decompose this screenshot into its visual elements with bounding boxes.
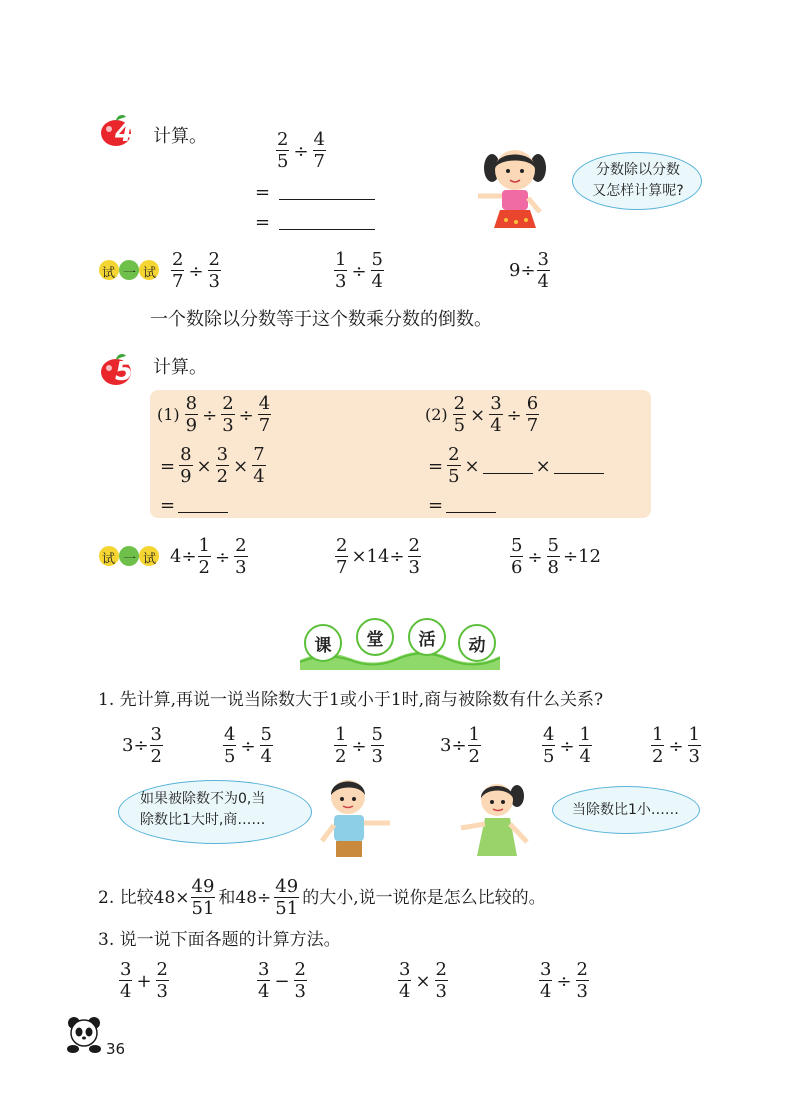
try1-expression-2: $\frac{1}{3}$ ÷ $\frac{5}{4}$	[335, 249, 383, 292]
example-4-badge	[98, 112, 138, 152]
question-1: 1. 先计算,再说一说当除数大于1或小于1时,商与被除数有什么关系?	[98, 690, 604, 710]
q1-expression: $\frac{4}{5}$ ÷ $\frac{5}{4}$	[224, 724, 272, 767]
girl-illustration	[470, 140, 560, 235]
q3-expression: $\frac{3}{4}$ × $\frac{2}{3}$	[399, 959, 447, 1002]
q3-expression: $\frac{3}{4}$ ÷ $\frac{2}{3}$	[540, 959, 588, 1002]
try2-expression-1: 4÷ $\frac{1}{2}$ ÷ $\frac{2}{3}$	[170, 535, 247, 578]
speech-bubble-text: 分数除以分数 又怎样计算呢?	[592, 162, 684, 199]
activity-title-char: 堂	[356, 618, 394, 656]
fraction: $\frac{4}{7}$	[313, 129, 325, 172]
answer-line-1[interactable]: =	[255, 182, 375, 203]
try-it-badge: 试 一 试	[98, 259, 160, 285]
example-number: 5	[115, 357, 134, 387]
rule-statement: 一个数除以分数等于这个数乘分数的倒数。	[150, 309, 492, 330]
q1-expression: 3÷ $\frac{1}{2}$	[440, 724, 480, 767]
speech-bubble-left-text: 如果被除数不为0,当 除数比1大时,商……	[140, 791, 266, 828]
q1-expression: $\frac{4}{5}$ ÷ $\frac{1}{4}$	[543, 724, 591, 767]
q1-expression: 3÷ $\frac{3}{2}$	[122, 724, 162, 767]
activity-title-char: 活	[408, 618, 446, 656]
try1-expression-3: 9÷ $\frac{3}{4}$	[509, 249, 549, 292]
question-3: 3. 说一说下面各题的计算方法。	[98, 930, 341, 950]
problem-1-line-1: (1) $\frac{8}{9}$ ÷ $\frac{2}{3}$ ÷ $\frac{4}{7}$	[157, 393, 271, 436]
example-4-heading: 计算。	[153, 126, 207, 147]
try1-expression-1: $\frac{2}{7}$ ÷ $\frac{2}{3}$	[172, 249, 220, 292]
speech-bubble-right-text: 当除数比1小……	[572, 802, 679, 818]
problem-1-line-2: = $\frac{8}{9}$ × $\frac{3}{2}$ × $\frac{7}{4}$	[160, 444, 265, 487]
boy-illustration	[310, 775, 400, 865]
try2-expression-3: $\frac{5}{6}$ ÷ $\frac{5}{8}$ ÷12	[511, 535, 601, 578]
page-number: 36	[106, 1040, 126, 1058]
example-5-badge	[98, 351, 138, 391]
example-5-heading: 计算。	[153, 357, 207, 378]
example-4-problem: $\frac{2}{5}$ ÷ $\frac{4}{7}$	[277, 129, 325, 172]
q3-expression: $\frac{3}{4}$ + $\frac{2}{3}$	[120, 959, 168, 1002]
answer-line-2[interactable]: =	[255, 212, 375, 233]
q3-expression: $\frac{3}{4}$ − $\frac{2}{3}$	[258, 959, 306, 1002]
example-number: 4	[115, 118, 134, 148]
question-2: 2. 比较48× $\frac{49}{51}$ 和48÷ $\frac{49}{51}$ 的大小,说一说你是怎么比较的。	[98, 876, 546, 919]
problem-1-line-3[interactable]: =	[160, 495, 228, 516]
activity-banner	[300, 618, 500, 670]
try-it-badge: 试 一 试	[98, 545, 160, 571]
problem-2-line-3[interactable]: =	[428, 495, 496, 516]
q1-expression: $\frac{1}{2}$ ÷ $\frac{1}{3}$	[652, 724, 700, 767]
try2-expression-2: $\frac{2}{7}$ ×14÷ $\frac{2}{3}$	[336, 535, 420, 578]
panda-icon	[64, 1015, 104, 1055]
fraction: $\frac{2}{5}$	[277, 129, 289, 172]
problem-2-line-2[interactable]: = $\frac{2}{5}$ × ×	[428, 446, 604, 486]
activity-title-char: 课	[304, 624, 342, 662]
problem-2-line-1: (2) $\frac{2}{5}$ × $\frac{3}{4}$ ÷ $\frac{6}{7}$	[425, 393, 539, 436]
activity-title-char: 动	[458, 624, 496, 662]
girl-2-illustration	[455, 778, 540, 864]
q1-expression: $\frac{1}{2}$ ÷ $\frac{5}{3}$	[335, 724, 383, 767]
